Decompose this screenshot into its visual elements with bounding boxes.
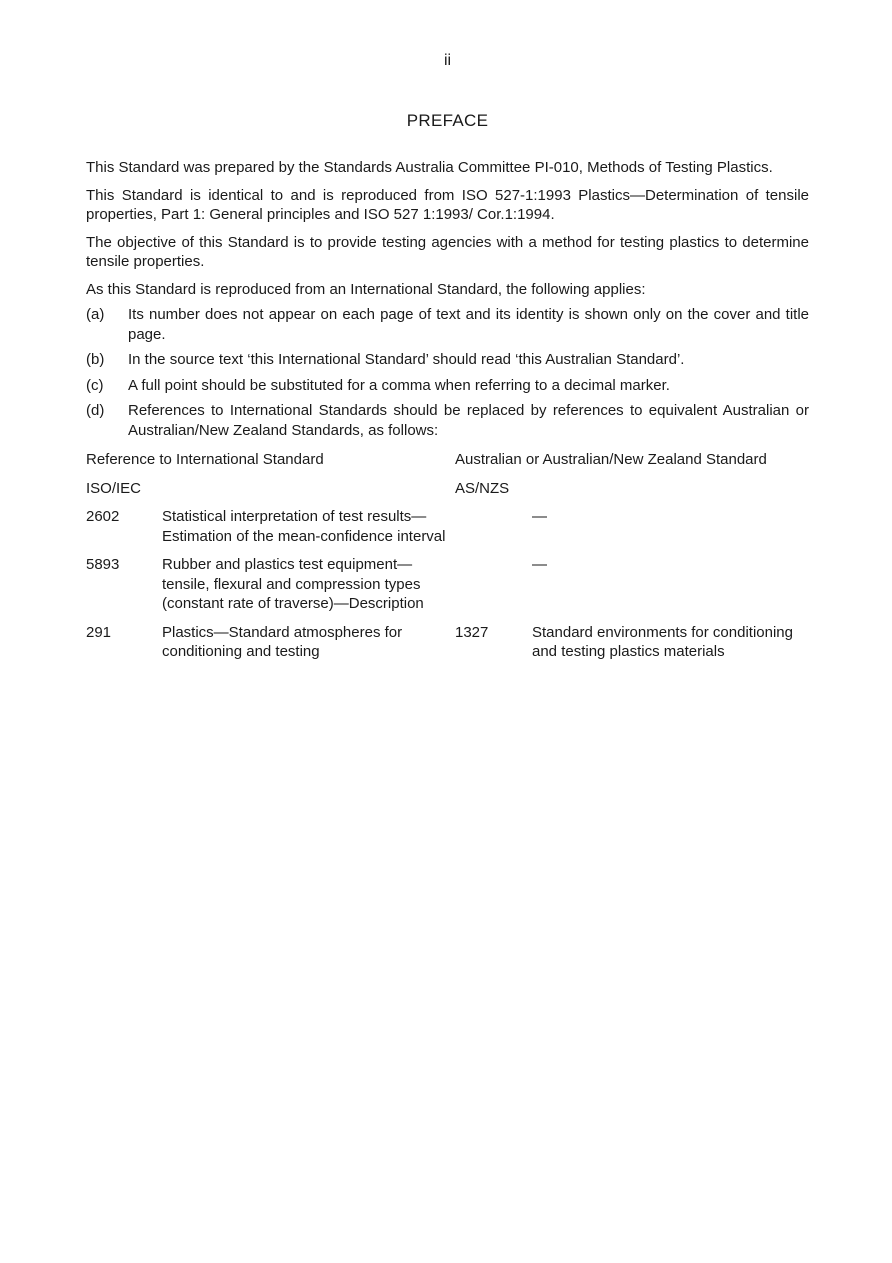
paragraph-applies: As this Standard is reproduced from an International Standard, the following applies: (86, 280, 646, 298)
preface-body (86, 158, 809, 671)
iso-title: Plastics—Standard atmospheres for conditioning and testing (162, 623, 403, 660)
reference-table-subheader (86, 479, 809, 499)
as-number (455, 507, 532, 546)
list-marker: (b) (86, 351, 105, 368)
list-marker: (d) (86, 402, 105, 419)
list-text: References to International Standards should be replaced by references to equivalent Australian or Australian/New Zealand Standards, as follows: (128, 402, 809, 439)
as-nzs-label: AS/NZS (455, 479, 510, 497)
iso-iec-label: ISO/IEC (86, 479, 142, 497)
iso-number: 5893 (86, 556, 120, 573)
iso-number: 2602 (86, 508, 120, 525)
table-row (86, 507, 809, 546)
as-number (455, 555, 532, 614)
list-marker: (c) (86, 376, 104, 394)
as-number: 1327 (455, 623, 489, 641)
iso-number: 291 (86, 623, 112, 641)
table-row (86, 555, 809, 614)
paragraph-committee: This Standard was prepared by the Standards Australia Committee PI-010, Methods of Testing Plastics. (86, 159, 773, 176)
reference-table (86, 450, 809, 662)
list-text: A full point should be substituted for a comma when referring to a decimal marker. (128, 376, 670, 394)
australian-standard-header: Australian or Australian/New Zealand Standard (455, 451, 767, 468)
as-title: — (532, 508, 547, 525)
list-marker: (a) (86, 306, 105, 323)
list-item (86, 376, 809, 396)
list-item (86, 401, 809, 440)
iso-title: Statistical interpretation of test results—Estimation of the mean-confidence interval (162, 508, 446, 545)
list-item (86, 305, 809, 344)
list-text: In the source text ‘this International Standard’ should read ‘this Australian Standard’. (128, 351, 685, 368)
as-title: — (532, 556, 547, 573)
table-row (86, 623, 809, 662)
as-title: Standard environments for conditioning and testing plastics materials (532, 623, 793, 660)
international-standard-header: Reference to International Standard (86, 451, 324, 468)
paragraph-objective: The objective of this Standard is to provide testing agencies with a method for testing plastics to determine tensile properties. (86, 233, 809, 270)
page-heading: PREFACE (406, 111, 489, 130)
reference-table-header (86, 450, 809, 470)
paragraph-identical: This Standard is identical to and is reproduced from ISO 527-1:1993 Plastics—Determination of tensile properties, Part 1: General principles and ISO 527 1:1993/ Cor.1:1994. (86, 186, 809, 223)
list-text: Its number does not appear on each page of text and its identity is shown only on the cover and title page. (128, 306, 809, 343)
page-number: ii (443, 52, 452, 69)
list-item (86, 350, 809, 370)
iso-title: Rubber and plastics test equipment—tensile, flexural and compression types (constant rate of traverse)—Description (162, 556, 424, 612)
